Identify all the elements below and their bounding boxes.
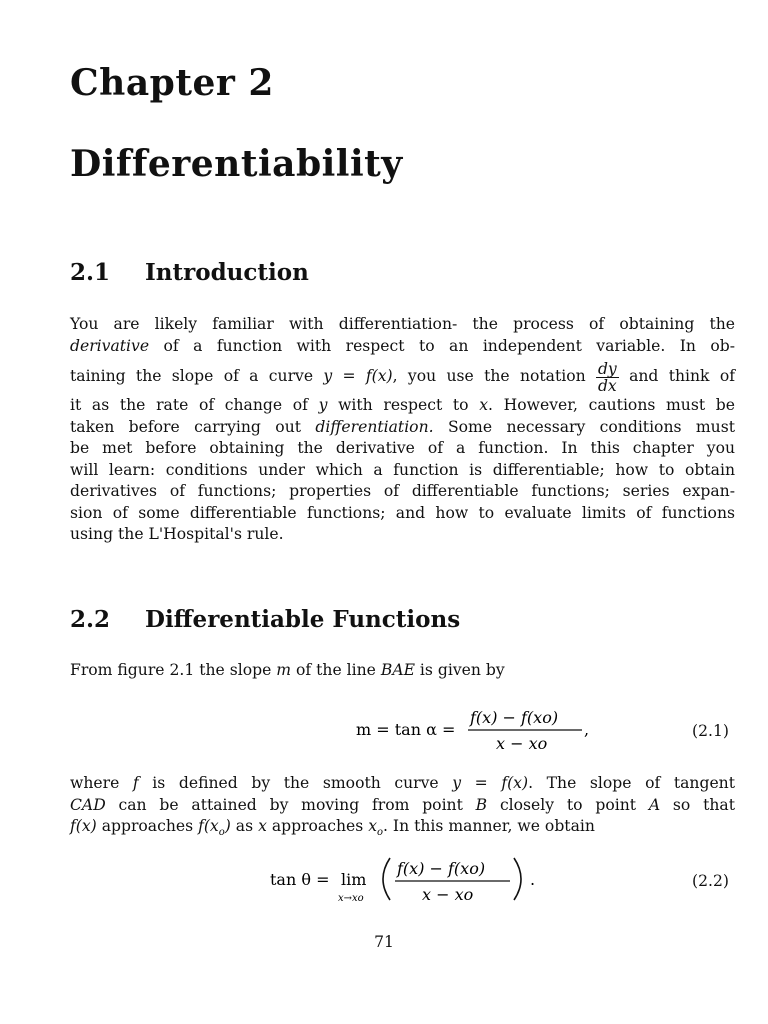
chapter-title: Differentiability <box>70 143 403 185</box>
emphasis: derivative <box>70 336 150 355</box>
paragraph-line: You are likely familiar with differentiation- the process of obtaining the <box>70 315 735 333</box>
chapter-label: Chapter 2 <box>70 62 274 104</box>
paragraph-line: From figure 2.1 the slope m of the line BAE is given by <box>70 661 505 679</box>
eq2-left-paren <box>383 858 390 900</box>
section-number: 2.2 <box>70 606 111 633</box>
eq2-trail: . <box>530 870 536 889</box>
paragraph-line: taken before carrying out differentiation. Some necessary conditions must <box>70 417 735 436</box>
equation-2-2 <box>70 852 735 912</box>
paragraph-line: derivative of a function with respect to an independent variable. In ob- <box>70 336 735 355</box>
section2-paragraph <box>70 773 735 844</box>
section-heading-introduction <box>70 259 309 286</box>
intro-paragraph <box>70 314 735 546</box>
dy-dx-fraction: $\frac{dy}{dx}$ <box>597 359 617 395</box>
section-heading-differentiable-functions <box>70 606 460 633</box>
eq2-numerator: f(x) − f(xo) <box>397 859 486 878</box>
equation-number: (2.1) <box>692 722 729 740</box>
equation-number: (2.2) <box>692 872 729 890</box>
section-number: 2.1 <box>70 259 111 286</box>
eq2-right-paren <box>514 858 521 900</box>
equation-2-2-graphic <box>70 852 735 912</box>
paragraph-line: CAD can be attained by moving from point B closely to point A so that <box>70 795 735 814</box>
paragraph-line: f(x) approaches $f(x_o)$ as x approaches $x_o$. In this manner, we obtain <box>70 817 595 839</box>
eq2-denominator: x − xo <box>422 885 474 904</box>
paragraph-line: derivatives of functions; properties of differentiable functions; series expan- <box>70 482 735 500</box>
page-number: 71 <box>374 933 394 951</box>
eq2-lhs: tan θ = <box>270 870 330 889</box>
paragraph-line: taining the slope of a curve y = f(x), you use the notation $\frac{dy}{dx}$ and think of <box>70 359 735 395</box>
eq1-trail: , <box>584 720 590 739</box>
eq1-lhs: m = tan α = <box>356 720 456 739</box>
paragraph-line: it as the rate of change of y with respect to x. However, cautions must be <box>70 396 735 414</box>
inline-math: y = f(x) <box>323 367 393 385</box>
eq1-denominator: x − xo <box>496 734 548 753</box>
paragraph-line: using the L'Hospital's rule. <box>70 525 284 543</box>
equation-2-1-graphic <box>70 702 735 752</box>
equation-2-1 <box>70 702 735 752</box>
paragraph-line: sion of some differentiable functions; and how to evaluate limits of functions <box>70 503 735 522</box>
paragraph-line: be met before obtaining the derivative of a function. In this chapter you <box>70 439 735 457</box>
section-title: Introduction <box>145 259 309 286</box>
paragraph-line: where f is defined by the smooth curve y = f(x). The slope of tangent <box>70 774 735 792</box>
section-title: Differentiable Functions <box>145 606 461 633</box>
section2-lead <box>70 660 735 682</box>
eq1-numerator: f(x) − f(xo) <box>470 708 559 727</box>
eq2-lim-subscript: x→xo <box>338 893 364 904</box>
eq2-lim: lim <box>341 870 367 889</box>
paragraph-line: will learn: conditions under which a function is differentiable; how to obtain <box>70 460 735 479</box>
emphasis: differentiation. <box>315 417 434 436</box>
